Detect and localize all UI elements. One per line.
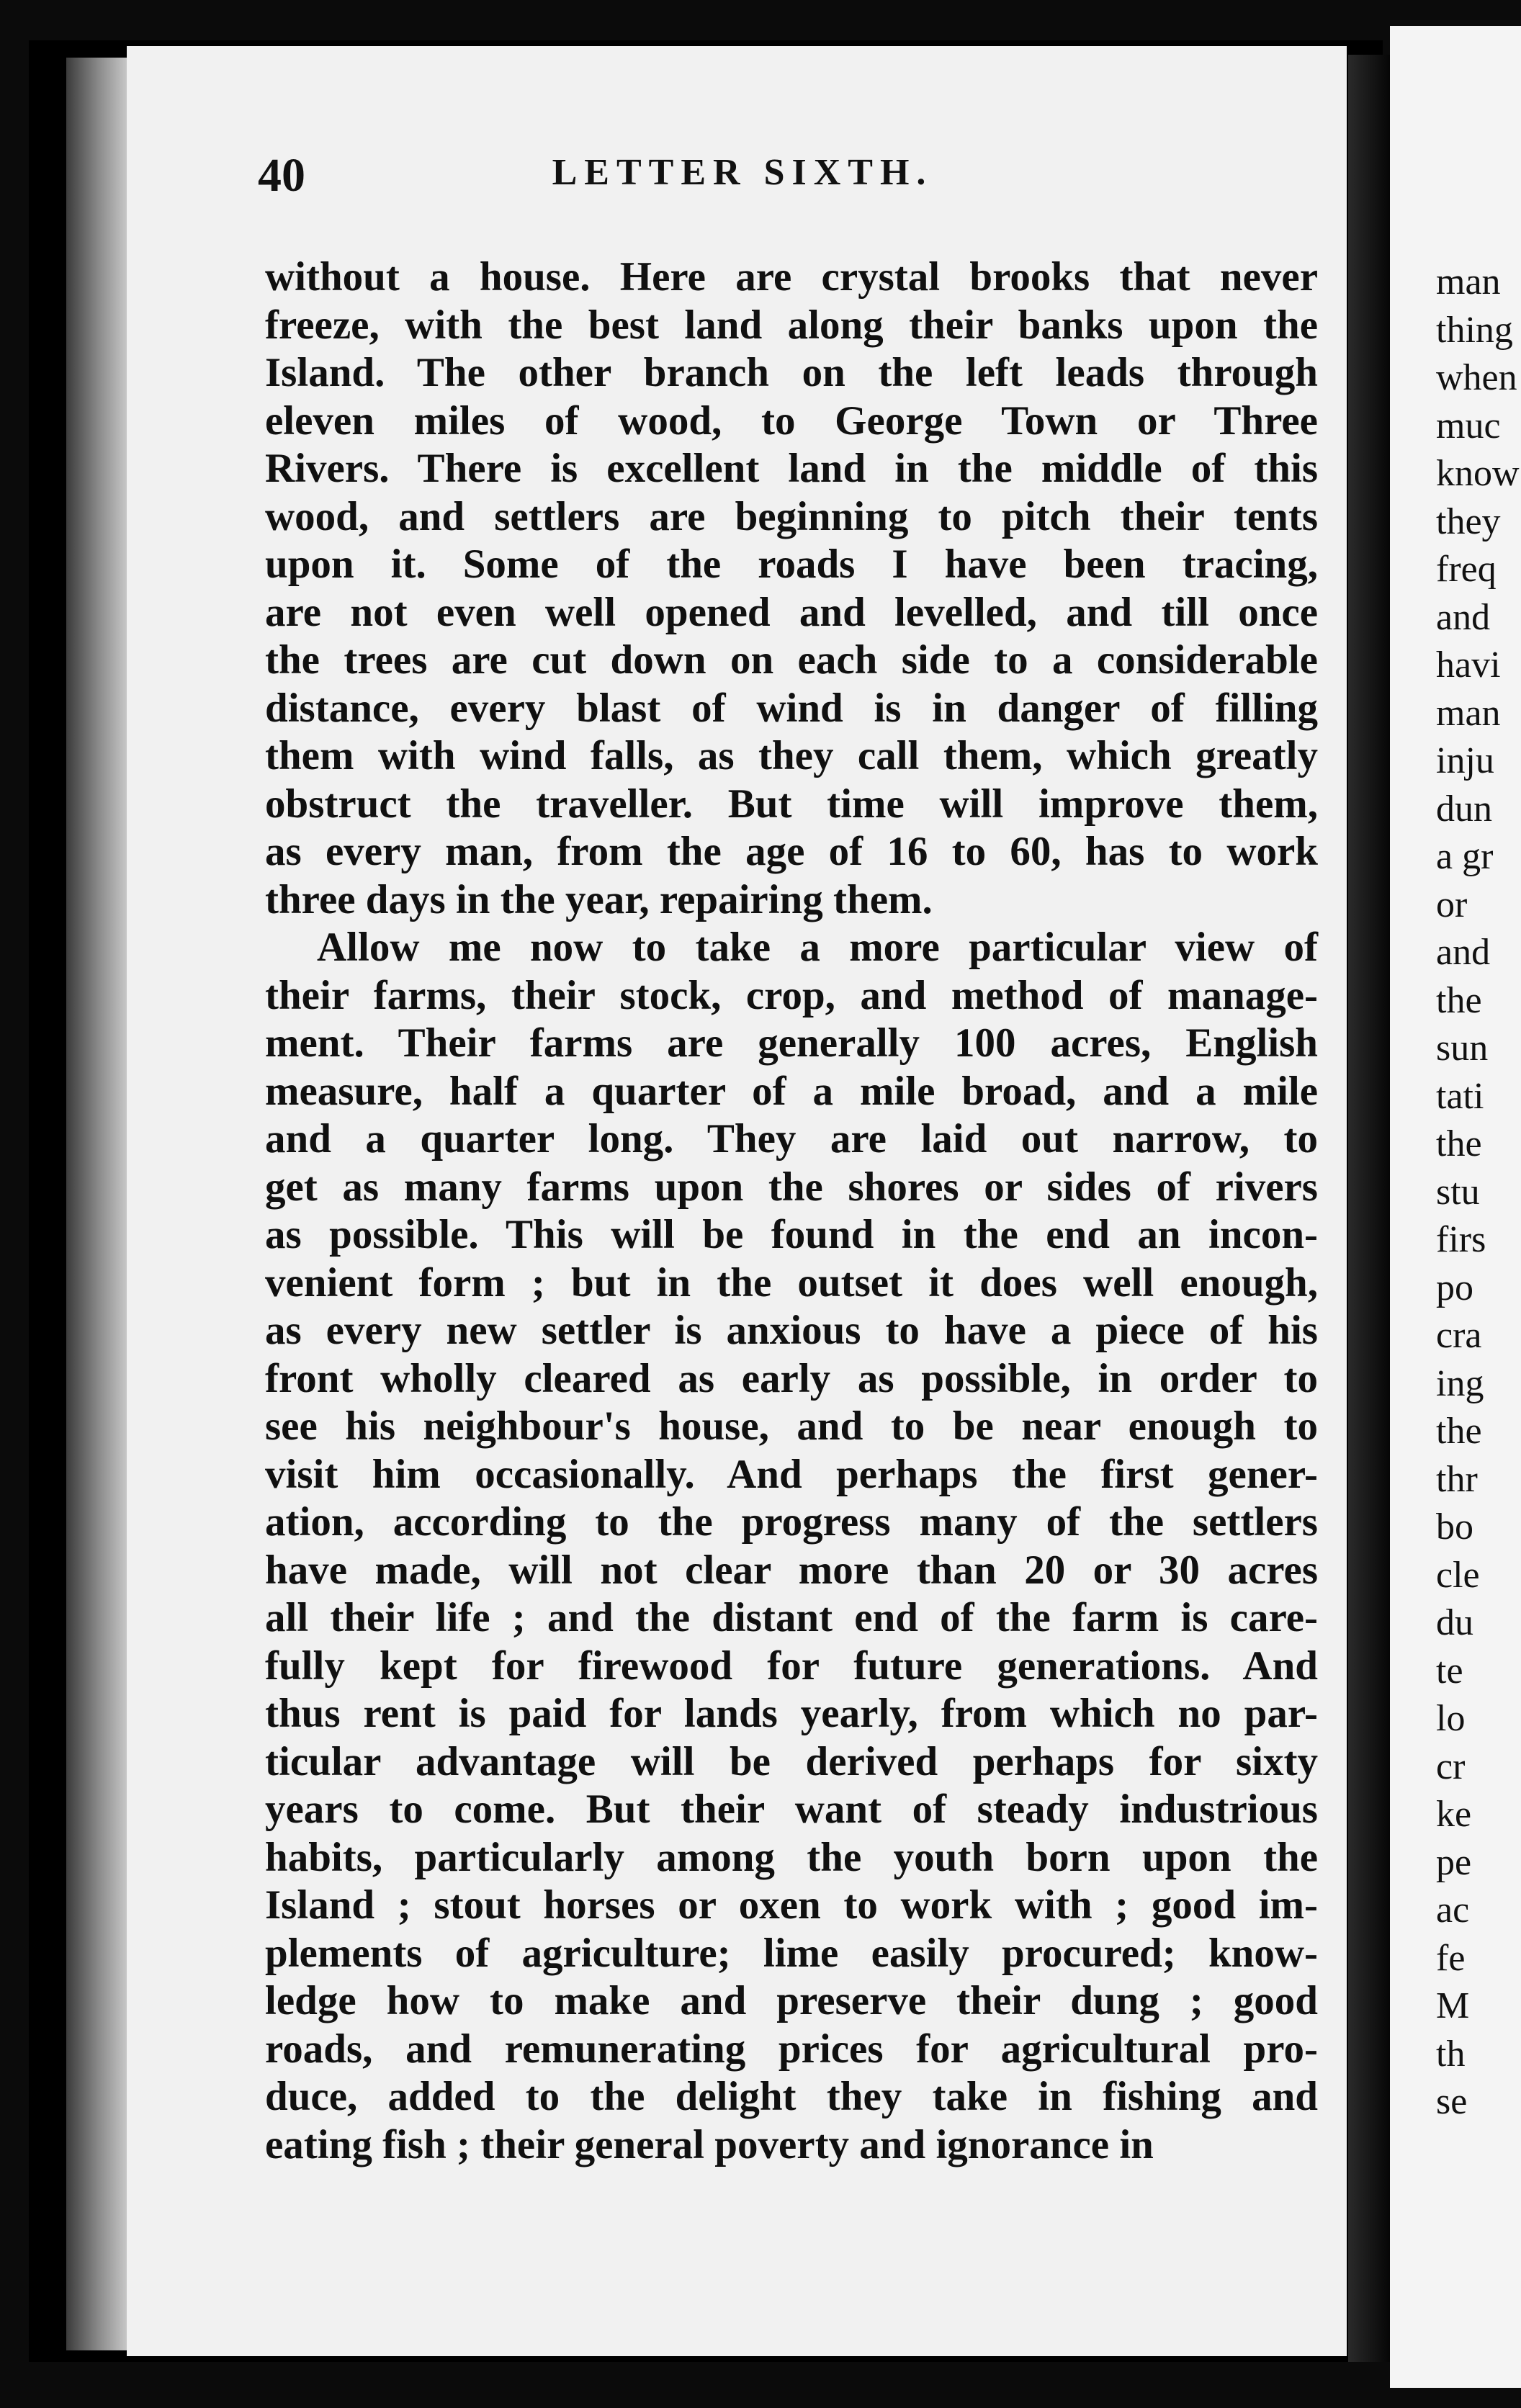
facing-page: [1390, 26, 1521, 2388]
running-head: LETTER SIXTH.: [552, 152, 933, 193]
text-line: measure, half a quarter of a mile broad, and a mile: [265, 1068, 1318, 1114]
facing-page-fragment: freq: [1436, 549, 1497, 590]
facing-page-fragment: a gr: [1436, 836, 1494, 877]
facing-page-fragment: ac: [1436, 1890, 1470, 1931]
facing-page-fragment: cle: [1436, 1554, 1480, 1596]
facing-page-fragment: sun: [1436, 1028, 1489, 1069]
facing-page-fragment: the: [1436, 1411, 1482, 1452]
body-text: [265, 253, 1318, 2169]
text-line: duce, added to the delight they take in fishing and: [265, 2074, 1318, 2119]
book-gutter: [1348, 55, 1390, 2362]
text-line: upon it. Some of the roads I have been tracing,: [265, 542, 1318, 587]
facing-page-fragment: cra: [1436, 1315, 1482, 1356]
text-line: visit him occasionally. And perhaps the first gener-: [265, 1451, 1318, 1497]
text-line: eating fish ; their general poverty and ignorance in: [265, 2121, 1154, 2167]
text-line: fully kept for firewood for future generations. And: [265, 1643, 1318, 1689]
facing-page-fragment: po: [1436, 1267, 1473, 1308]
text-line: and a quarter long. They are laid out narrow, to: [265, 1116, 1318, 1162]
facing-page-fragment: havi: [1436, 644, 1501, 686]
facing-page-fragment: bo: [1436, 1506, 1473, 1547]
facing-page-fragment: or: [1436, 884, 1468, 925]
paragraph: [265, 924, 1318, 2169]
text-line: habits, particularly among the youth born upon the: [265, 1834, 1318, 1880]
facing-page-fragment: M: [1436, 1985, 1470, 2026]
facing-page-fragment: se: [1436, 2081, 1468, 2122]
facing-page-fragment: they: [1436, 500, 1501, 542]
text-line: as every new settler is anxious to have a piece of his: [265, 1308, 1318, 1353]
text-line: wood, and settlers are beginning to pitch their tents: [265, 493, 1318, 539]
paragraph: [265, 253, 1318, 924]
facing-page-fragment: lo: [1436, 1698, 1466, 1739]
facing-page-fragment: tati: [1436, 1075, 1484, 1117]
facing-page-fragment: man: [1436, 692, 1501, 734]
text-line: three days in the year, repairing them.: [265, 876, 933, 922]
text-line: obstruct the traveller. But time will improve them,: [265, 781, 1318, 827]
text-line: ledge how to make and preserve their dung ; good: [265, 1978, 1318, 2023]
facing-page-fragment: dun: [1436, 788, 1492, 830]
text-line: freeze, with the best land along their banks upon the: [265, 302, 1318, 348]
facing-page-fragment: ke: [1436, 1794, 1472, 1835]
facing-page-fragment: pe: [1436, 1841, 1472, 1883]
text-line: venient form ; but in the outset it does well enough,: [265, 1259, 1318, 1306]
text-line: Allow me now to take a more particular view of: [317, 925, 1318, 970]
text-line: ment. Their farms are generally 100 acres, English: [265, 1020, 1318, 1066]
facing-page-fragment: the: [1436, 1123, 1482, 1164]
text-line: them with wind falls, as they call them, which greatly: [265, 733, 1318, 778]
facing-page-fragment: du: [1436, 1602, 1473, 1643]
facing-page-fragment: and: [1436, 596, 1491, 638]
facing-page-fragment: when: [1436, 357, 1517, 398]
facing-page-fragment: thing: [1436, 309, 1513, 351]
text-line: are not even well opened and levelled, and till once: [265, 589, 1318, 635]
text-line: as possible. This will be found in the end an incon-: [265, 1212, 1318, 1257]
facing-page-fragment: thr: [1436, 1458, 1478, 1500]
text-line: the trees are cut down on each side to a considerable: [265, 637, 1318, 683]
text-line: ticular advantage will be derived perhaps for sixty: [265, 1738, 1318, 1784]
facing-page-fragment: the: [1436, 979, 1482, 1021]
text-line: all their life ; and the distant end of the farm is care-: [265, 1595, 1318, 1640]
text-line: without a house. Here are crystal brooks that never: [265, 254, 1318, 300]
facing-page-fragment: cr: [1436, 1746, 1466, 1787]
facing-page-fragment: and: [1436, 932, 1491, 973]
text-line: front wholly cleared as early as possible, in order to: [265, 1355, 1318, 1401]
text-line: Island. The other branch on the left leads through: [265, 350, 1318, 395]
facing-page-fragment: firs: [1436, 1219, 1486, 1260]
facing-page-fragment: man: [1436, 261, 1501, 302]
text-line: as every man, from the age of 16 to 60, has to work: [265, 829, 1318, 874]
facing-page-fragment: stu: [1436, 1171, 1480, 1213]
text-line: eleven miles of wood, to George Town or Three: [265, 397, 1318, 444]
text-line: years to come. But their want of steady industrious: [265, 1787, 1318, 1832]
text-line: thus rent is paid for lands yearly, from which no par-: [265, 1691, 1318, 1736]
page-number: 40: [258, 149, 305, 202]
text-line: distance, every blast of wind is in danger of filling: [265, 685, 1318, 731]
text-line: their farms, their stock, crop, and method of manage-: [265, 972, 1318, 1018]
facing-page-fragment: inju: [1436, 740, 1494, 781]
facing-page-fragment: muc: [1436, 405, 1501, 446]
text-line: get as many farms upon the shores or sides of rivers: [265, 1164, 1318, 1210]
text-line: plements of agriculture; lime easily procured; know-: [265, 1930, 1318, 1976]
facing-page-fragment: fe: [1436, 1937, 1466, 1979]
text-line: ation, according to the progress many of the settlers: [265, 1499, 1318, 1545]
facing-page-fragment: th: [1436, 2033, 1466, 2075]
facing-page-fragment: know: [1436, 453, 1520, 494]
text-line: Island ; stout horses or oxen to work with ; good im-: [265, 1882, 1318, 1928]
text-line: roads, and remunerating prices for agricultural pro-: [265, 2026, 1318, 2072]
text-line: see his neighbour's house, and to be near enough to: [265, 1403, 1318, 1449]
text-line: Rivers. There is excellent land in the middle of this: [265, 446, 1318, 491]
facing-page-fragment: ing: [1436, 1362, 1484, 1404]
text-line: have made, will not clear more than 20 or 30 acres: [265, 1547, 1318, 1593]
facing-page-fragment: te: [1436, 1650, 1463, 1692]
